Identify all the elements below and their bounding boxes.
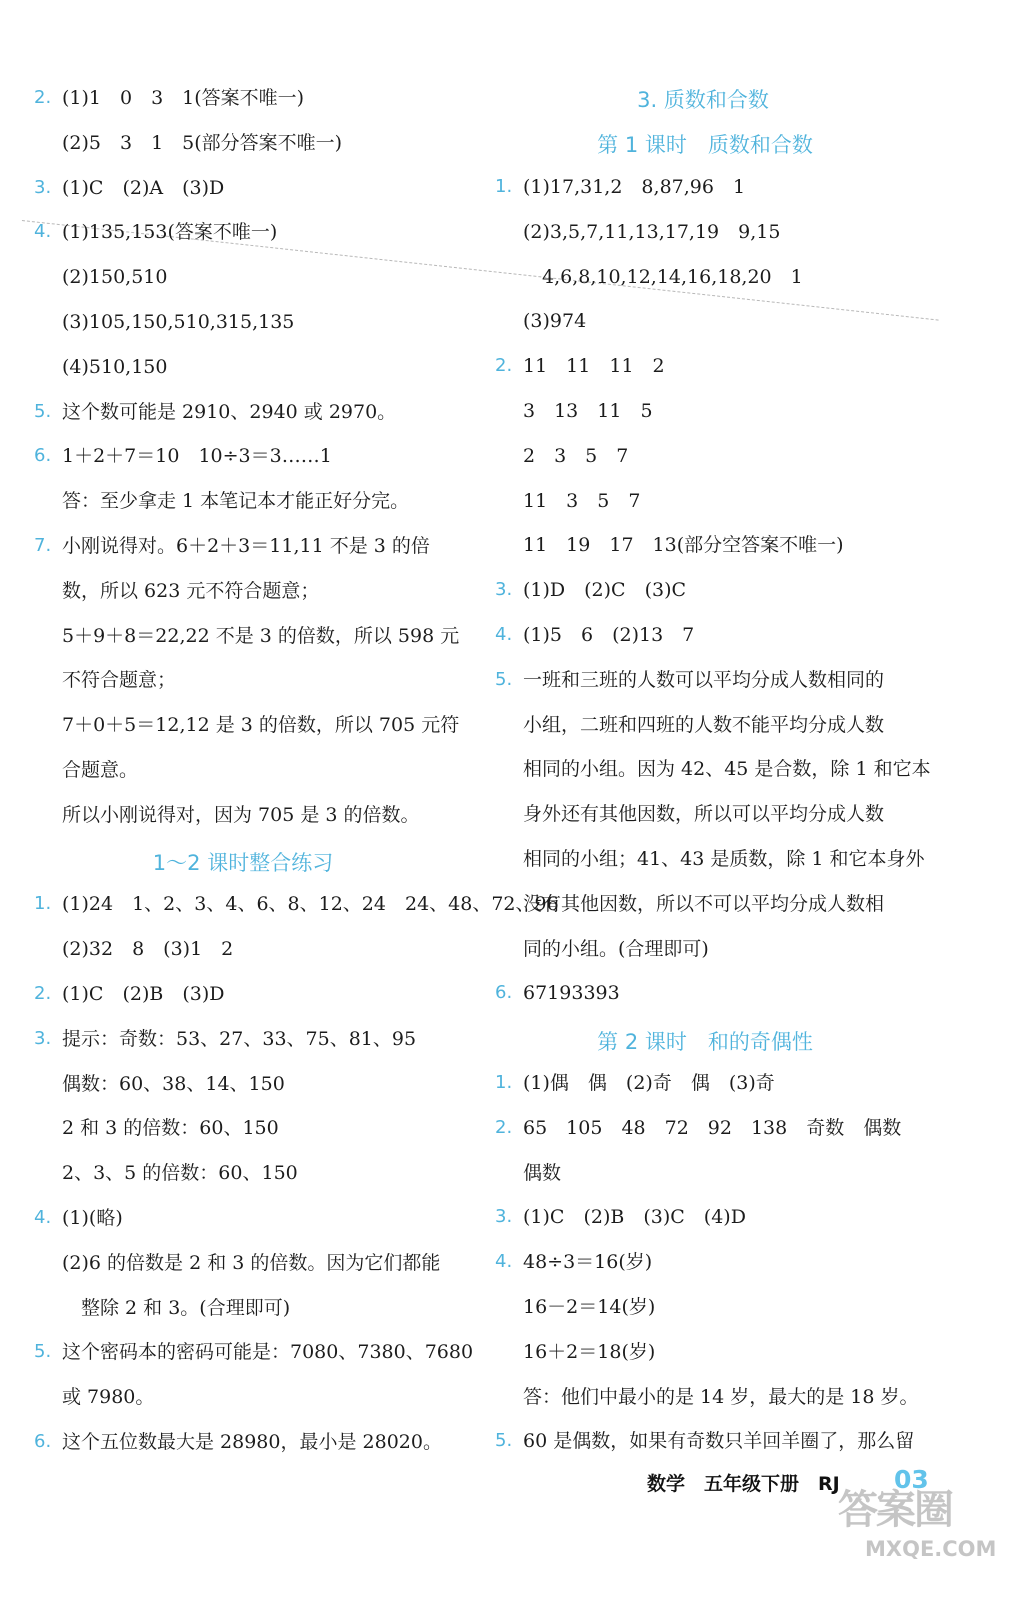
section-heading: 1～2 课时整合练习 [152,850,334,875]
answer-line: (1)C (2)B (3)C (4)D [523,1206,746,1229]
answer-line: (1)17,31,2 8,87,96 1 [523,176,746,198]
watermark-url: MXQE.COM [865,1537,997,1561]
answer-line: 相同的小组。因为 42、45 是合数，除 1 和它本 [523,758,931,781]
answer-line: (3)974 [523,310,587,333]
item-number: 4. [34,221,52,243]
answer-line: 4,6,8,10,12,14,16,18,20 1 [523,265,803,288]
answer-line: (2)3,5,7,11,13,17,19 9,15 [523,220,781,243]
answer-line: 偶数 [523,1161,562,1184]
item-number: 2. [34,983,52,1004]
answer-line: 同的小组。(合理即可) [523,937,709,960]
answer-line: 提示：奇数：53、27、33、75、81、95 [62,1027,417,1050]
answer-line: 16＋2＝18(岁) [523,1340,656,1363]
answer-line: 16－2＝14(岁) [523,1296,656,1318]
answer-line: (4)510,150 [62,355,168,378]
answer-line: 身外还有其他因数，所以可以平均分成人数 [523,803,885,826]
answer-line: 1＋2＋7＝10 10÷3＝3……1 [62,445,332,468]
item-number: 6. [34,445,52,467]
answer-line: 2 3 5 7 [523,444,629,467]
answer-line: 65 105 48 72 92 138 奇数 偶数 [523,1116,902,1139]
item-number: 4. [495,624,513,645]
item-number: 6. [495,982,513,1004]
answer-line: 这个五位数最大是 28980，最小是 28020。 [62,1431,442,1453]
answer-line: (1)24 1、2、3、4、6、8、12、24 24、48、72、96 [62,893,559,916]
answer-line: (1)135,153(答案不唯一) [62,221,278,244]
answer-line: (2)32 8 (3)1 2 [62,938,234,961]
item-number: 6. [34,1431,52,1452]
watermark-brand: 答案圈 [838,1487,952,1533]
answer-line: 相同的小组；41、43 是质数，除 1 和它本身外 [523,848,925,870]
item-number: 4. [34,1207,52,1228]
answer-line: 合题意。 [62,759,139,781]
answer-line: (1)C (2)B (3)D [62,983,225,1005]
item-number: 3. [495,1206,513,1228]
answer-line: 11 19 17 13(部分空答案不唯一) [523,534,844,557]
answer-line: (1)1 0 3 1(答案不唯一) [62,87,305,109]
item-number: 7. [34,535,52,556]
answer-line: 小组，二班和四班的人数不能平均分成人数 [523,713,885,736]
answer-line: 所以小刚说得对，因为 705 是 3 的倍数。 [62,803,420,826]
answer-line: 小刚说得对。6＋2＋3＝11,11 不是 3 的倍 [62,535,430,557]
item-number: 3. [495,579,513,601]
answer-line: 2、3、5 的倍数：60、150 [62,1162,298,1185]
answer-line: 11 11 11 2 [523,355,665,378]
item-number: 2. [34,87,52,108]
item-number: 1. [34,893,52,915]
answer-line: (1)5 6 (2)13 7 [523,624,695,646]
item-number: 3. [34,1027,52,1049]
answer-line: 答：至少拿走 1 本笔记本才能正好分完。 [62,490,410,513]
answer-line: 48÷3＝16(岁) [523,1251,653,1274]
answer-line: 5＋9＋8＝22,22 不是 3 的倍数，所以 598 元 [62,624,460,647]
answer-line: 偶数：60、38、14、150 [62,1072,285,1095]
answer-line: 数，所以 623 元不符合题意； [62,579,320,602]
unit-title: 3. 质数和合数 [637,88,769,112]
answer-line: 67193393 [523,982,620,1005]
answer-line: 7＋0＋5＝12,12 是 3 的倍数，所以 705 元符 [62,714,460,737]
answer-line: 2 和 3 的倍数：60、150 [62,1117,279,1140]
item-number: 5. [495,668,513,690]
answer-line: (1)C (2)A (3)D [62,176,225,199]
answer-line: 60 是偶数，如果有奇数只羊回羊圈了，那么留 [523,1430,915,1453]
item-number: 5. [495,1430,513,1452]
item-number: 3. [34,176,52,198]
answer-line: 整除 2 和 3。(合理即可) [62,1296,291,1319]
answer-line: 这个密码本的密码可能是：7080、7380、7680 [62,1341,474,1364]
item-number: 2. [495,1116,513,1138]
answer-line: (3)105,150,510,315,135 [62,311,295,333]
answer-line: 答：他们中最小的是 14 岁，最大的是 18 岁。 [523,1385,919,1408]
answer-line: (2)6 的倍数是 2 和 3 的倍数。因为它们都能 [62,1251,441,1274]
item-number: 4. [495,1251,513,1273]
answer-line: (1)(略) [62,1207,123,1229]
answer-line: 没有其他因数，所以不可以平均分成人数相 [523,892,885,915]
item-number: 5. [34,400,52,422]
answer-line: 或 7980。 [62,1386,155,1409]
footer-subject: 数学 五年级下册 RJ [647,1473,840,1495]
answer-line: 这个数可能是 2910、2940 或 2970。 [62,400,397,423]
answer-line: 不符合题意； [62,669,177,692]
answer-line: 一班和三班的人数可以平均分成人数相同的 [523,668,885,691]
page-number: 03 [894,1465,929,1494]
lesson-title: 第 1 课时 质数和合数 [597,133,813,157]
answer-line: (1)D (2)C (3)C [523,579,687,602]
item-number: 1. [495,1072,513,1093]
answer-line: (2)150,510 [62,266,168,289]
answer-line: (2)5 3 1 5(部分答案不唯一) [62,131,343,154]
lesson-title: 第 2 课时 和的奇偶性 [597,1030,813,1055]
item-number: 1. [495,176,513,197]
item-number: 5. [34,1341,52,1363]
answer-line: 11 3 5 7 [523,489,641,512]
answer-line: (1)偶 偶 (2)奇 偶 (3)奇 [523,1072,775,1094]
item-number: 2. [495,355,513,377]
answer-line: 3 13 11 5 [523,400,653,422]
